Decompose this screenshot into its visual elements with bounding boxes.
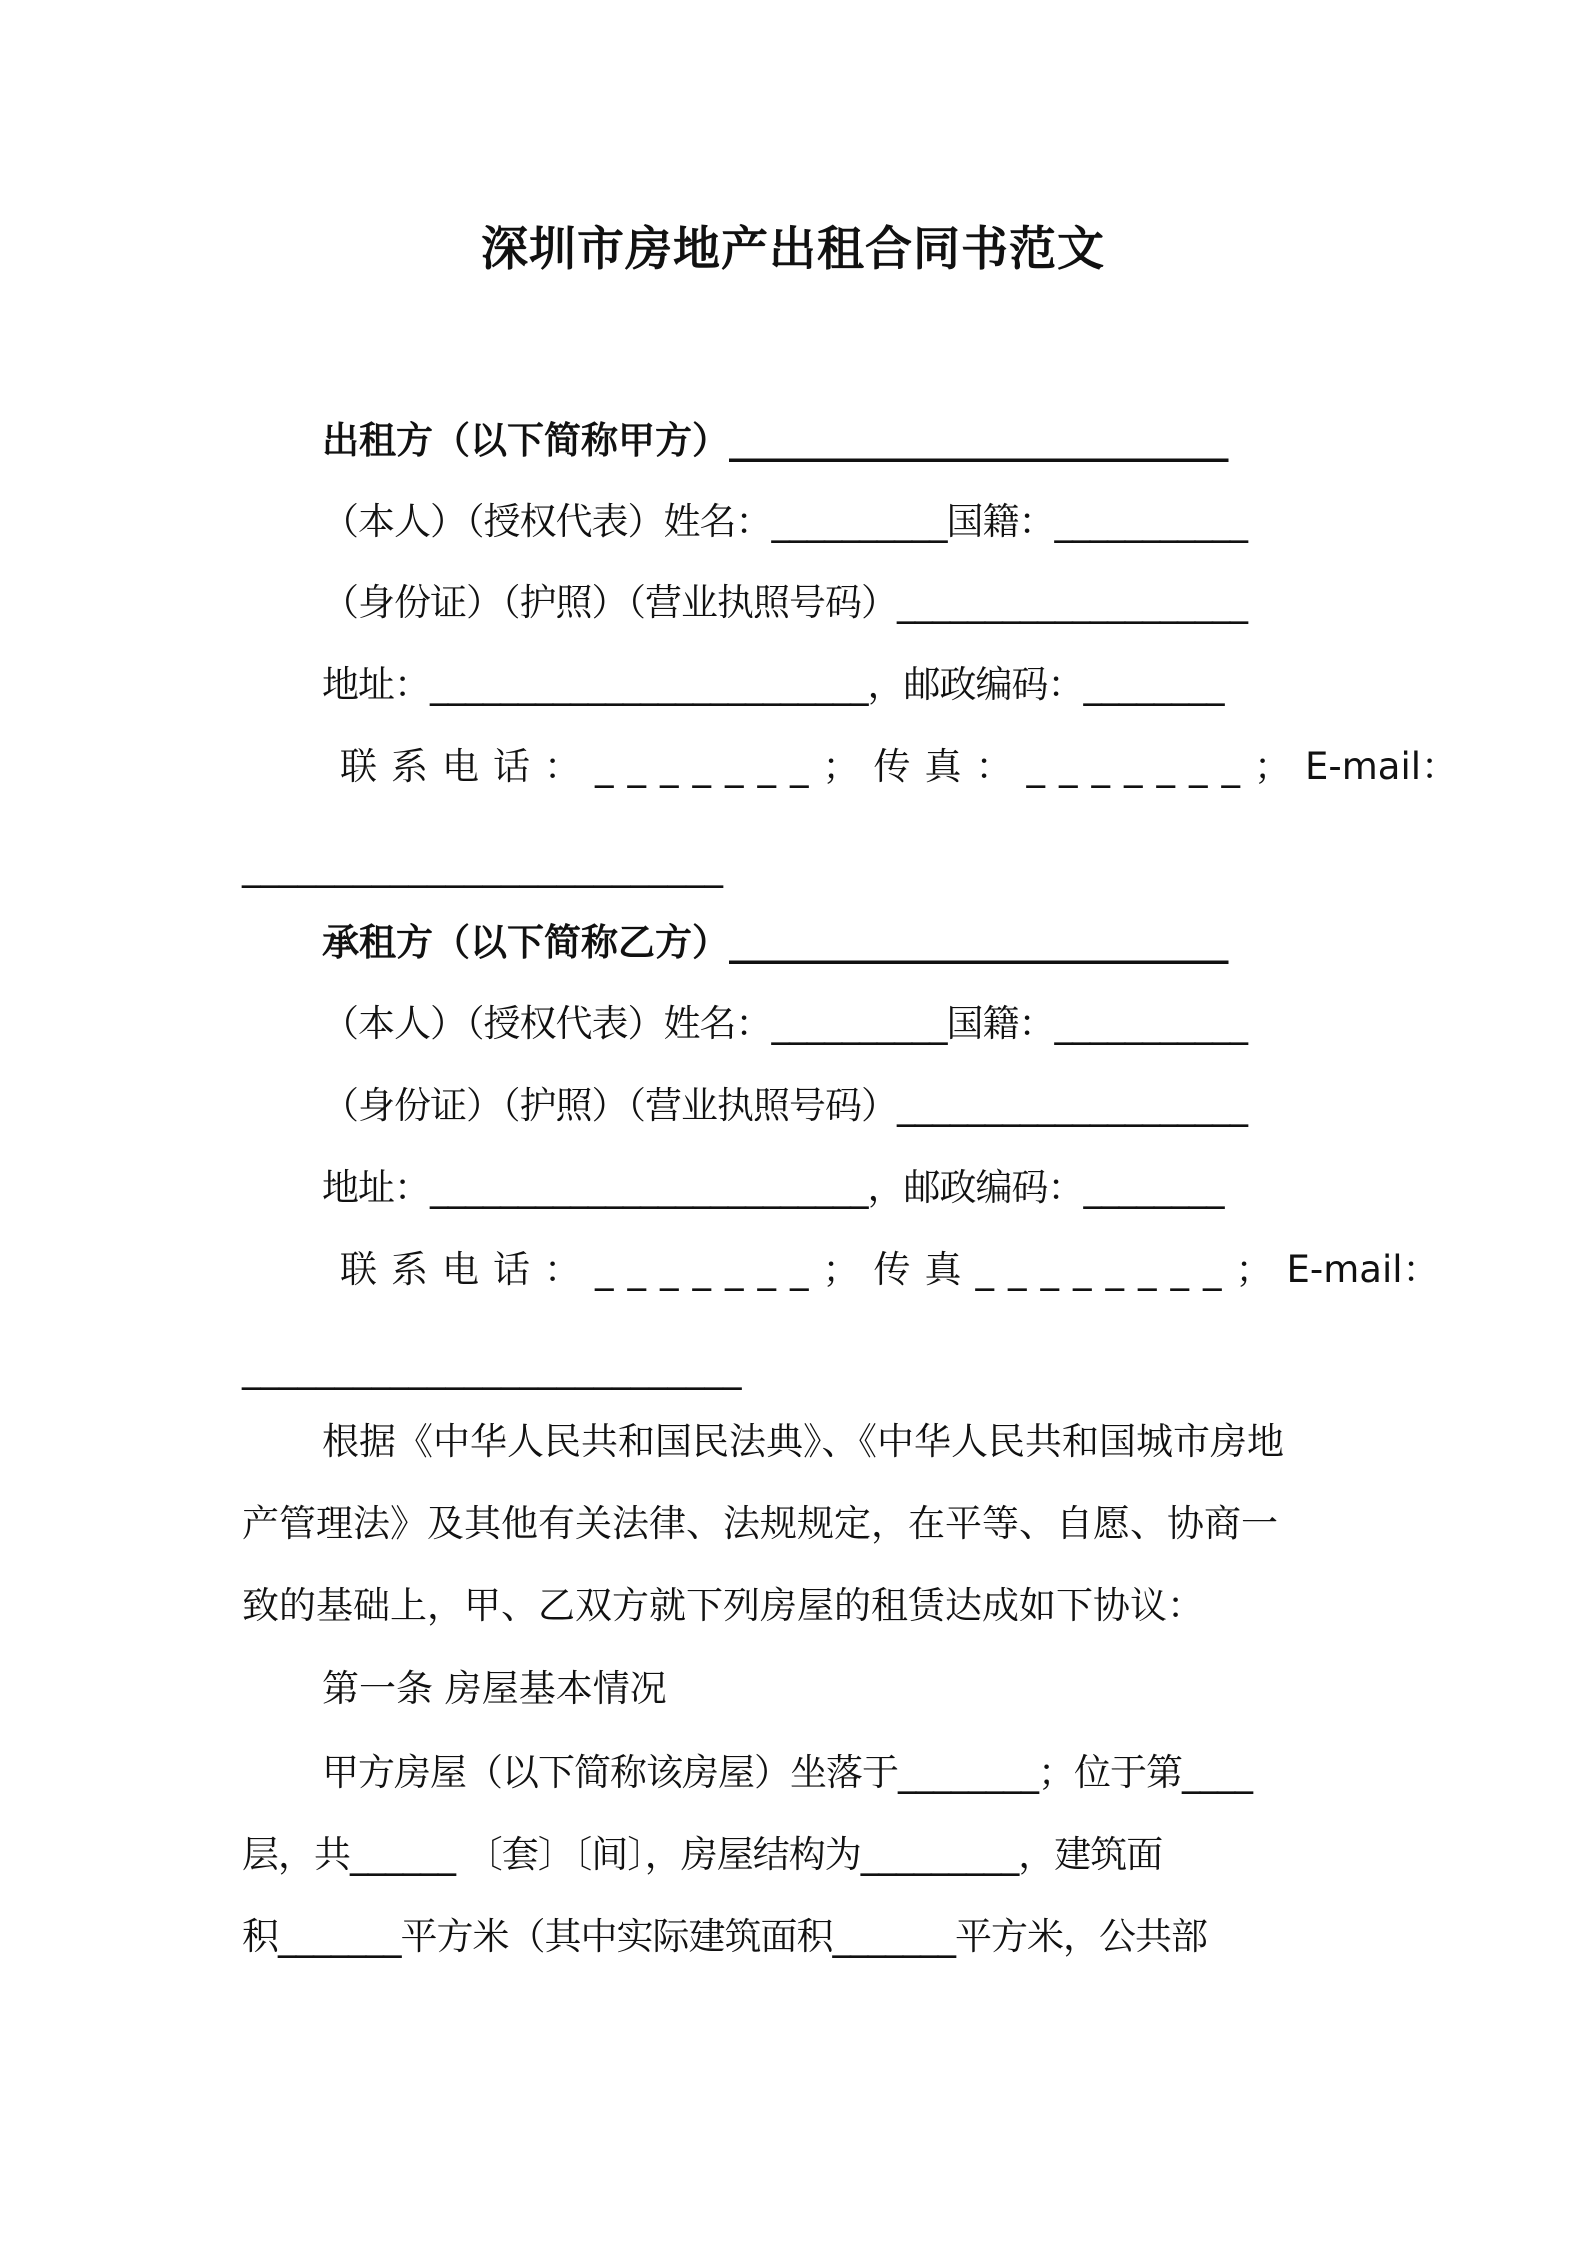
preamble-line-1: 根据《中华人民共和国民法典》、《中华人民共和国城市房地 — [322, 1420, 1284, 1463]
lessor-name-line: （本人）（授权代表）姓名：__________国籍：___________ — [322, 500, 1247, 543]
lessee-address-line: 地址：_________________________，邮政编码：________ — [322, 1166, 1224, 1209]
lessee-name-line: （本人）（授权代表）姓名：__________国籍：___________ — [322, 1002, 1247, 1045]
lessee-contact-phone: 联系电话：_______； — [340, 1248, 874, 1291]
lessor-heading: 出租方（以下简称甲方）___________________________ — [322, 419, 1229, 462]
preamble-line-3: 致的基础上，甲、乙双方就下列房屋的租赁达成如下协议： — [242, 1584, 1204, 1627]
lessee-id-line: （身份证）（护照）（营业执照号码）____________________ — [322, 1084, 1247, 1127]
lessor-address-line: 地址：_________________________，邮政编码：________ — [322, 663, 1224, 706]
lessor-id-line: （身份证）（护照）（营业执照号码）____________________ — [322, 581, 1247, 624]
lessor-contact-phone: 联系电话：_______； — [340, 745, 874, 788]
article-1-line-2: 层，共______ 〔套〕〔间〕，房屋结构为_________，建筑面 — [242, 1833, 1163, 1876]
preamble-line-2: 产管理法》及其他有关法律、法规规定，在平等、自愿、协商一 — [242, 1502, 1278, 1545]
lessee-heading: 承租方（以下简称乙方）___________________________ — [322, 921, 1229, 964]
article-1-line-1: 甲方房屋（以下简称该房屋）坐落于________；位于第____ — [322, 1751, 1252, 1794]
lessee-contact-line — [340, 1248, 1440, 1291]
document-title: 深圳市房地产出租合同书范文 — [481, 222, 1105, 277]
lessor-email-blank: __________________________ — [242, 845, 723, 888]
lessor-contact-line — [340, 745, 1459, 788]
lessor-contact-email: E-mail： — [1305, 745, 1459, 788]
article-1-heading: 第一条 房屋基本情况 — [322, 1667, 667, 1710]
lessor-contact-fax: 传真：_______； — [873, 745, 1305, 788]
lessee-contact-fax: 传真________； — [873, 1248, 1287, 1291]
article-1-line-3: 积_______平方米（其中实际建筑面积_______平方米，公共部 — [242, 1915, 1207, 1958]
lessee-contact-email: E-mail： — [1286, 1248, 1440, 1291]
lessee-email-blank: ___________________________ — [242, 1347, 742, 1390]
